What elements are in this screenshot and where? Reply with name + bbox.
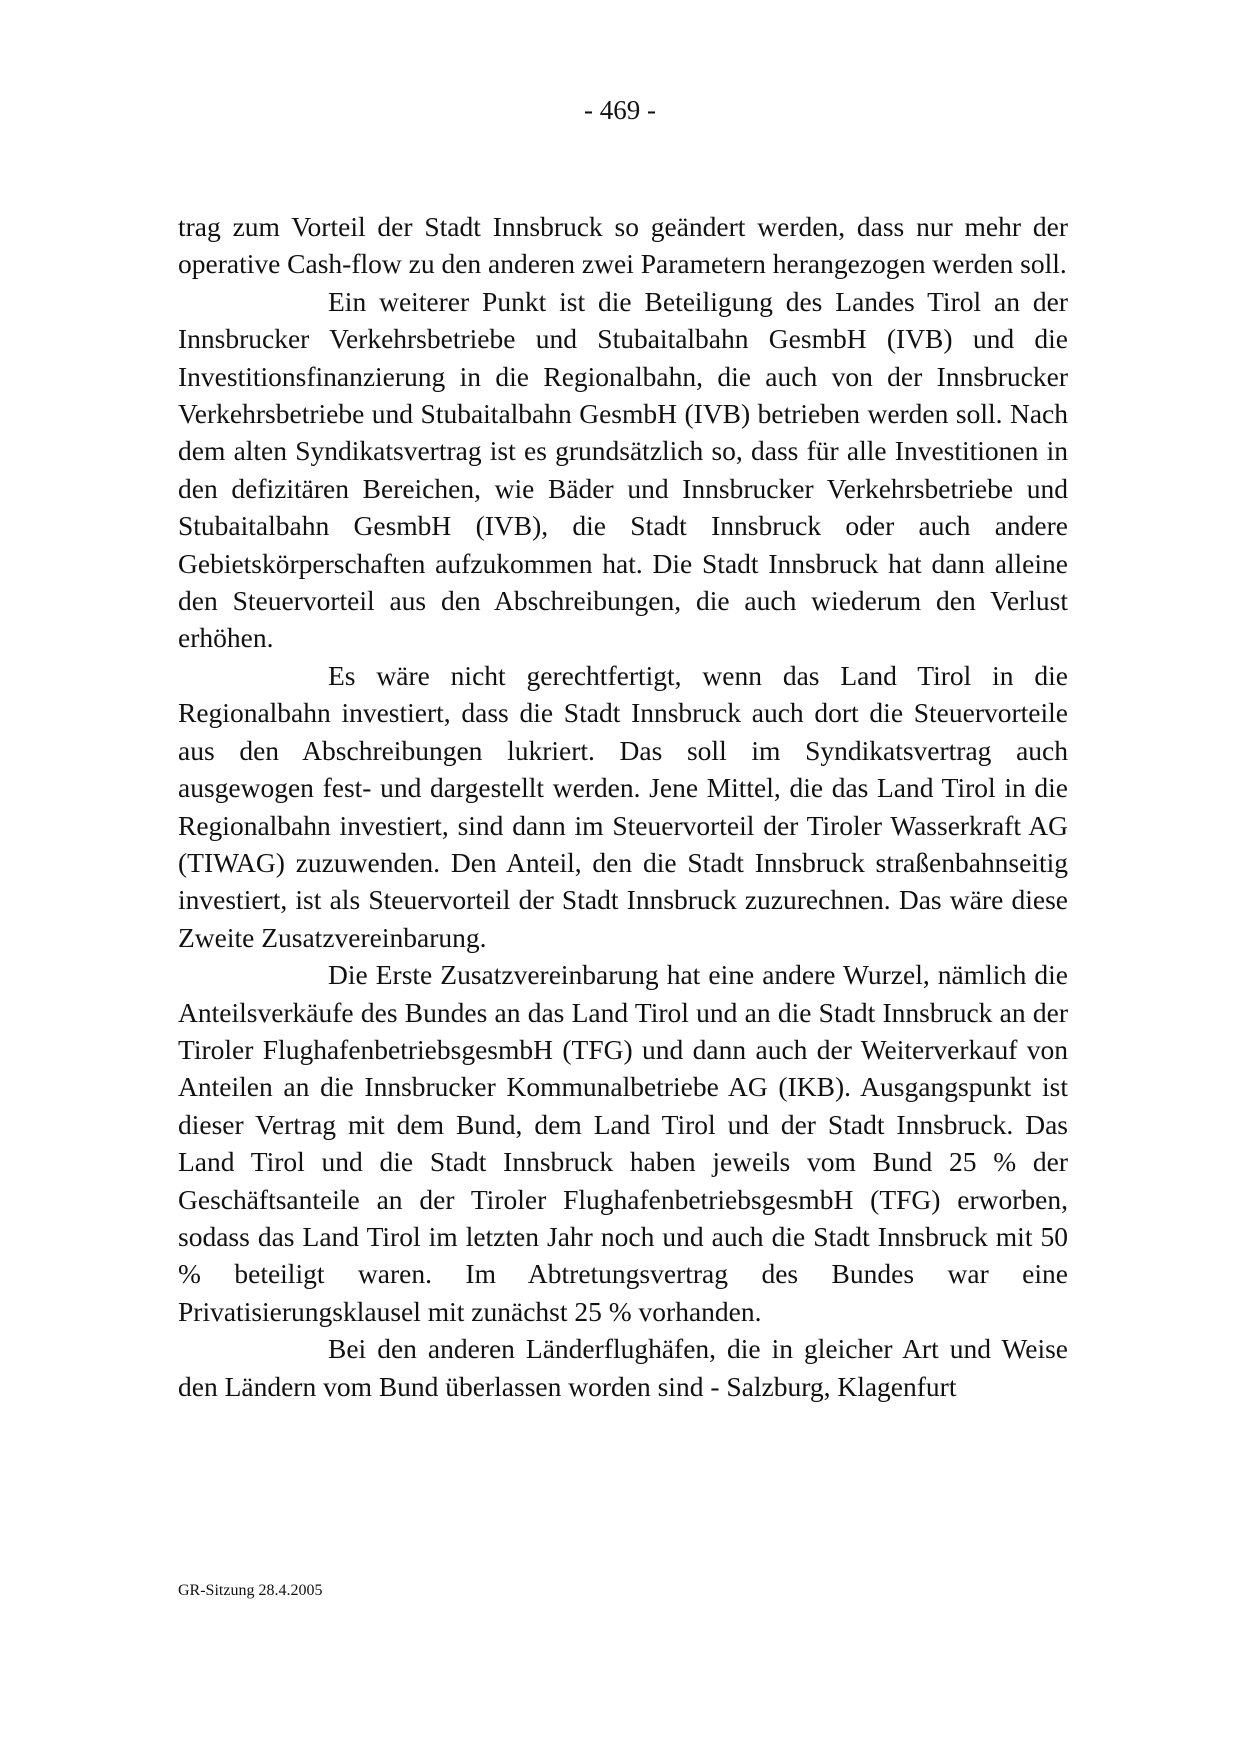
footer-session-date: GR-Sitzung 28.4.2005	[178, 1582, 323, 1599]
paragraph-first-agreement: Die Erste Zusatzvereinbarung hat eine andere Wurzel, nämlich die Anteilsverkäufe des Bundes an das Land Tirol und an die Stadt Innsbruck an der Tiroler FlughafenbetriebsgesmbH (TFG) und dann auch der Weiterverkauf von Anteilen an die Innsbrucker Kommunalbetriebe AG (IKB). Ausgangspunkt ist dieser Vertrag mit dem Bund, dem Land Tirol und der Stadt Innsbruck. Das Land Tirol und die Stadt Innsbruck haben jeweils vom Bund 25 % der Geschäftsanteile an der Tiroler FlughafenbetriebsgesmbH (TFG) erworben, sodass das Land Tirol im letzten Jahr noch und auch die Stadt Innsbruck mit 50 % beteiligt waren. Im Abtretungsvertrag des Bundes war eine Privatisierungsklausel mit zunächst 25 % vorhanden.	[178, 959, 1068, 1327]
paragraph-other-airports: Bei den anderen Länderflughäfen, die in gleicher Art und Weise den Ländern vom Bund überlassen worden sind - Salzburg, Klagenfurt	[178, 1333, 1068, 1402]
paragraph-ivb-investment: Ein weiterer Punkt ist die Beteiligung des Landes Tirol an der Innsbrucker Verkehrsbetriebe und Stubaitalbahn GesmbH (IVB) und die Investitionsfinanzierung in die Regionalbahn, die auch von der Innsbrucker Verkehrsbetriebe und Stubaitalbahn GesmbH (IVB) betrieben werden soll. Nach dem alten Syndikatsvertrag ist es grundsätzlich so, dass für alle Investitionen in den defizitären Bereichen, wie Bäder und Innsbrucker Verkehrsbetriebe und Stubaitalbahn GesmbH (IVB), die Stadt Innsbruck oder auch andere Gebietskörperschaften aufzukommen hat. Die Stadt Innsbruck hat dann alleine den Steuervorteil aus den Abschreibungen, die auch wiederum den Verlust erhöhen.	[178, 285, 1068, 654]
paragraph-continuation: trag zum Vorteil der Stadt Innsbruck so geändert werden, dass nur mehr der operative Cash-flow zu den anderen zwei Parametern herangezogen werden soll.	[178, 211, 1068, 280]
paragraph-regionalbahn-tax: Es wäre nicht gerechtfertigt, wenn das Land Tirol in die Regionalbahn investiert, dass die Stadt Innsbruck auch dort die Steuervorteile aus den Abschreibungen lukriert. Das soll im Syndikatsvertrag auch ausgewogen fest- und dargestellt werden. Jene Mittel, die das Land Tirol in die Regionalbahn investiert, sind dann im Steuervorteil der Tiroler Wasserkraft AG (TIWAG) zuzuwenden. Den Anteil, den die Stadt Innsbruck straßenbahnseitig investiert, ist als Steuervorteil der Stadt Innsbruck zuzurechnen. Das wäre diese Zweite Zusatzvereinbarung.	[178, 659, 1068, 953]
page-number: - 469 -	[584, 95, 656, 125]
document-body	[178, 208, 1068, 1405]
